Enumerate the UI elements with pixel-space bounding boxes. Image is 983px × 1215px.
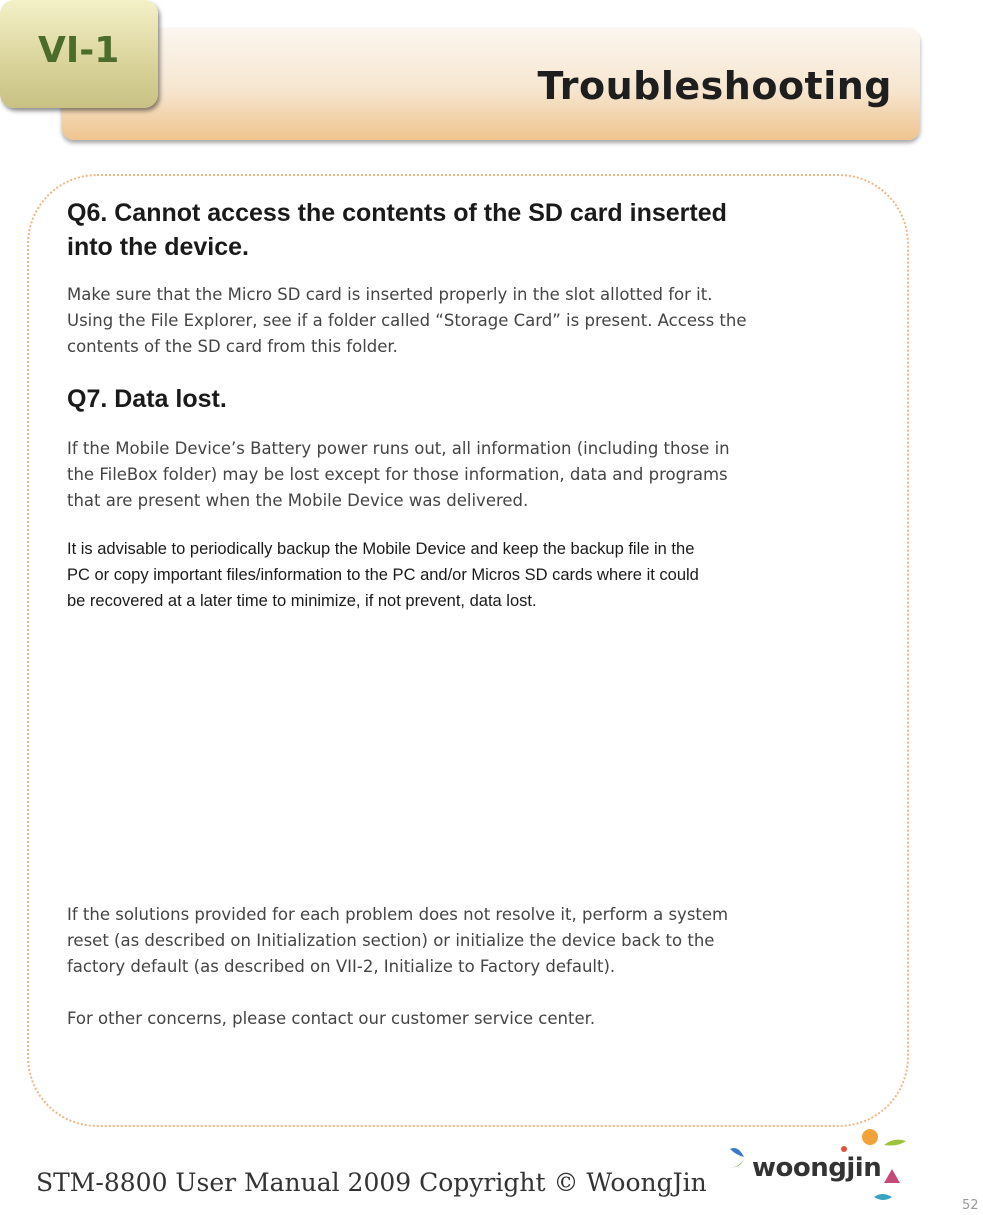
section-tab (0, 0, 158, 108)
reset-line: reset (as described on Initialization section) or initialize the device back to the (67, 931, 715, 950)
q7-advice-line: It is advisable to periodically backup the Mobile Device and keep the backup file in the (67, 540, 695, 558)
q7-title: Q7. Data lost. (67, 385, 227, 413)
q6-title-line2: into the device. (67, 233, 249, 261)
footer-copyright: STM-8800 User Manual 2009 Copyright © WoongJin (36, 1168, 707, 1197)
reset-line: If the solutions provided for each problem does not resolve it, perform a system (67, 905, 729, 924)
contact-line: For other concerns, please contact our customer service center. (67, 1009, 596, 1028)
header-banner (62, 28, 920, 140)
section-label: VI-1 (38, 30, 120, 71)
q7-advice-line: be recovered at a later time to minimize, if not prevent, data lost. (67, 592, 537, 610)
q6-body-line: contents of the SD card from this folder. (67, 337, 398, 356)
q7-body-line: If the Mobile Device’s Battery power runs out, all information (including those in (67, 439, 730, 458)
q7-advice-line: PC or copy important files/information to the PC and/or Micros SD cards where it could (67, 566, 699, 584)
q6-body-line: Make sure that the Micro SD card is inserted properly in the slot allotted for it. (67, 285, 713, 304)
page-title: Troubleshooting (537, 64, 892, 108)
woongjin-logo (724, 1127, 914, 1211)
q7-body-line: that are present when the Mobile Device was delivered. (67, 491, 529, 510)
closing-notes (67, 902, 867, 1032)
faq-content (67, 196, 867, 614)
page-number: 52 (962, 1198, 979, 1213)
q7-body-line: the FileBox folder) may be lost except for those information, data and programs (67, 465, 728, 484)
reset-line: factory default (as described on VII-2, Initialize to Factory default). (67, 957, 616, 976)
logo-wordmark: woongjin (752, 1153, 882, 1183)
q6-title-line1: Q6. Cannot access the contents of the SD card inserted (67, 199, 727, 227)
q6-body-line: Using the File Explorer, see if a folder called “Storage Card” is present. Access the (67, 311, 747, 330)
